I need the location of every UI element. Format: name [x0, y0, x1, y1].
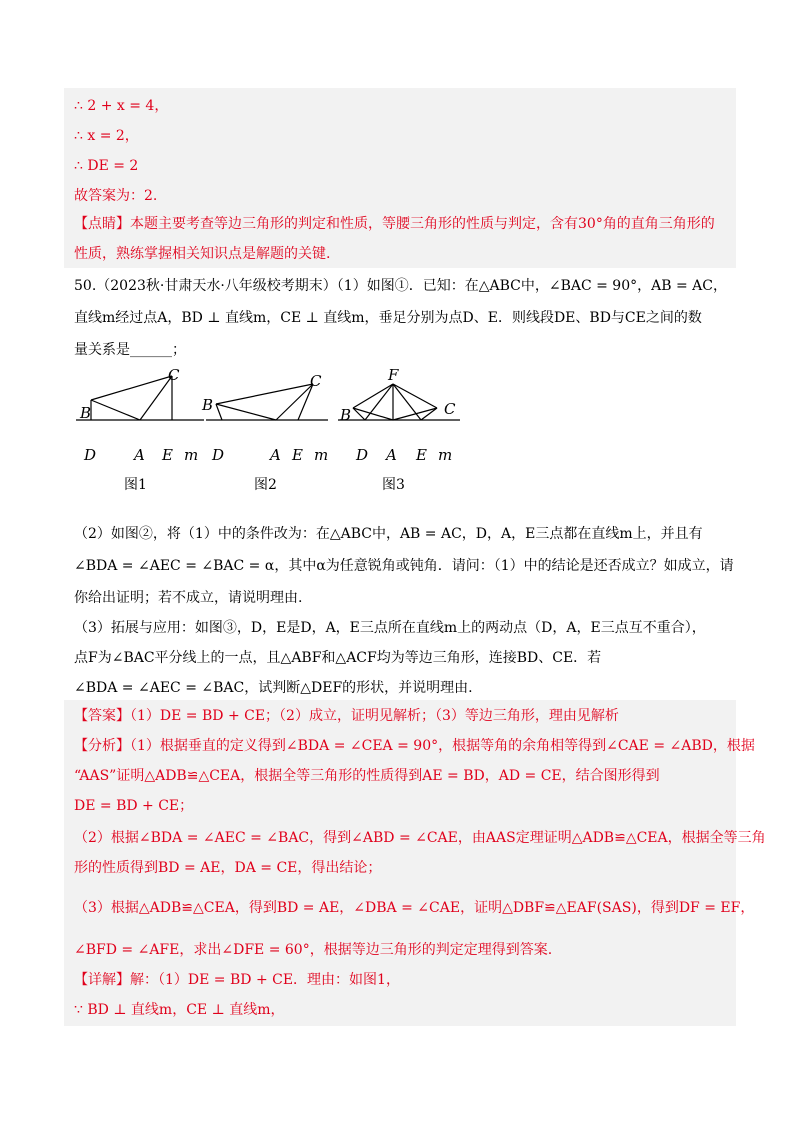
analysis-2a: （2）根据∠BDA = ∠AEC = ∠BAC，得到∠ABD = ∠CAE，由AAS定理证明△ADB≌△CEA，根据全等三角: [74, 830, 766, 846]
fig1-label-C: C: [168, 366, 180, 384]
fig2-segment-BC: [216, 384, 313, 404]
part3-text-c: ∠BDA = ∠AEC = ∠BAC，试判断△DEF的形状，并说明理由.: [74, 680, 473, 696]
fig2-label-D: D: [212, 446, 225, 464]
fig1-label-E: E: [162, 446, 173, 464]
comment-line-1: [74, 214, 715, 234]
fig2-label-A: A: [270, 446, 281, 464]
fig3-label-A: A: [386, 446, 397, 464]
analysis-1b: “AAS”证明△ADB≌△CEA，根据全等三角形的性质得到AE = BD，AD = CE，结合图形得到: [74, 768, 660, 784]
fig1-segment-BC: [91, 376, 172, 400]
comment-line-2: 性质，熟练掌握相关知识点是解题的关键.: [74, 246, 331, 262]
fig3-label-D: D: [356, 446, 369, 464]
fig2-label-E: E: [292, 446, 303, 464]
fig3-label-B: B: [340, 406, 352, 424]
analysis-1c: DE = BD + CE；: [74, 798, 194, 814]
fig3-segment-FE: [393, 384, 421, 420]
detail-text-b: ∵ BD ⊥ 直线m，CE ⊥ 直线m，: [74, 1002, 285, 1018]
fig3-label-F: F: [388, 366, 399, 384]
part3-text-b: 点F为∠BAC平分线上的一点，且△ABF和△ACF均为等边三角形，连接BD、CE．若: [74, 650, 602, 666]
fig1-label-m: m: [184, 446, 199, 464]
fig3-segment-CA: [393, 408, 437, 420]
fig1-label-D: D: [84, 446, 97, 464]
fig2-label-C: C: [310, 372, 322, 390]
fig2-segment-BA: [216, 404, 276, 420]
analysis-2b: 形的性质得到BD = AE，DA = CE，得出结论；: [74, 860, 382, 876]
problem-line-1: [74, 276, 727, 296]
detail-row-1: [74, 970, 400, 990]
fig1-label-A: A: [134, 446, 145, 464]
fig2-label-m: m: [314, 446, 329, 464]
analysis-tag: 【分析】: [74, 738, 130, 754]
answer-row: [74, 706, 619, 726]
part1-text-c: 量关系是______；: [74, 342, 186, 358]
figure-2-caption: 图2: [254, 477, 277, 493]
part3-text-a: （3）拓展与应用：如图③，D，E是D，A，E三点所在直线m上的两动点（D，A，E三点互不重合），: [74, 620, 706, 636]
answer-tag: 【答案】: [74, 708, 130, 724]
analysis-3b: ∠BFD = ∠AFE，求出∠DFE = 60°，根据等边三角形的判定定理得到答案.: [74, 942, 553, 958]
fig3-label-C: C: [444, 400, 456, 418]
detail-tag: 【详解】: [74, 972, 130, 988]
analysis-1a: （1）根据垂直的定义得到∠BDA = ∠CEA = 90°，根据等角的余角相等得到∠CAE = ∠ABD，根据: [130, 738, 755, 754]
part2-text-b: ∠BDA = ∠AEC = ∠BAC = α，其中α为任意锐角或钝角．请问：（1）中的结论是还否成立？如成立，请: [74, 558, 734, 574]
fig2-segment-BD: [216, 404, 222, 420]
fig3-label-m: m: [438, 446, 453, 464]
fig3-segment-FC: [393, 384, 437, 408]
comment-tag: 【点睛】: [74, 216, 130, 232]
solution-step-3: ∴ DE = 2: [74, 158, 139, 174]
solution-step-1: ∴ 2 + x = 4，: [74, 98, 169, 114]
problem-number: 50.: [74, 278, 97, 294]
figure-3-caption: 图3: [382, 477, 405, 493]
fig3-segment-FD: [365, 384, 393, 420]
answer-text: （1）DE = BD + CE；（2）成立，证明见解析；（3）等边三角形，理由见解析: [130, 708, 619, 724]
fig3-segment-FB: [353, 384, 393, 408]
part1-text-b: 直线m经过点A，BD ⊥ 直线m，CE ⊥ 直线m，垂足分别为点D、E．则线段DE、BD与CE之间的数: [74, 310, 702, 326]
fig1-label-B: B: [80, 404, 92, 422]
part1-text-a: （1）如图①．已知：在△ABC中，∠BAC = 90°，AB = AC，: [336, 278, 727, 294]
geometry-figures: [64, 366, 484, 466]
analysis-3a: （3）根据△ADB≌△CEA，得到BD = AE，∠DBA = ∠CAE，证明△DBF≌△EAF(SAS)，得到DF = EF，: [74, 900, 755, 916]
comment-text-a: 本题主要考查等边三角形的判定和性质，等腰三角形的性质与判定，含有30°角的直角三角形的: [130, 216, 715, 232]
analysis-row-1: [74, 736, 755, 756]
answer-line: 故答案为：2.: [74, 188, 158, 204]
fig2-segment-AC: [276, 384, 313, 420]
fig2-label-B: B: [202, 396, 214, 414]
fig1-segment-BA: [91, 400, 140, 420]
fig3-label-E: E: [416, 446, 427, 464]
figure-1-caption: 图1: [124, 477, 147, 493]
part2-text-a: （2）如图②，将（1）中的条件改为：在△ABC中，AB = AC，D，A，E三点都在直线m上，并且有: [74, 526, 703, 542]
detail-text-a: 解：（1）DE = BD + CE．理由：如图1，: [130, 972, 400, 988]
problem-source: （2023秋·甘肃天水·八年级校考期末）: [96, 278, 337, 294]
part2-text-c: 你给出证明；若不成立，请说明理由.: [74, 590, 303, 606]
solution-step-2: ∴ x = 2，: [74, 128, 139, 144]
